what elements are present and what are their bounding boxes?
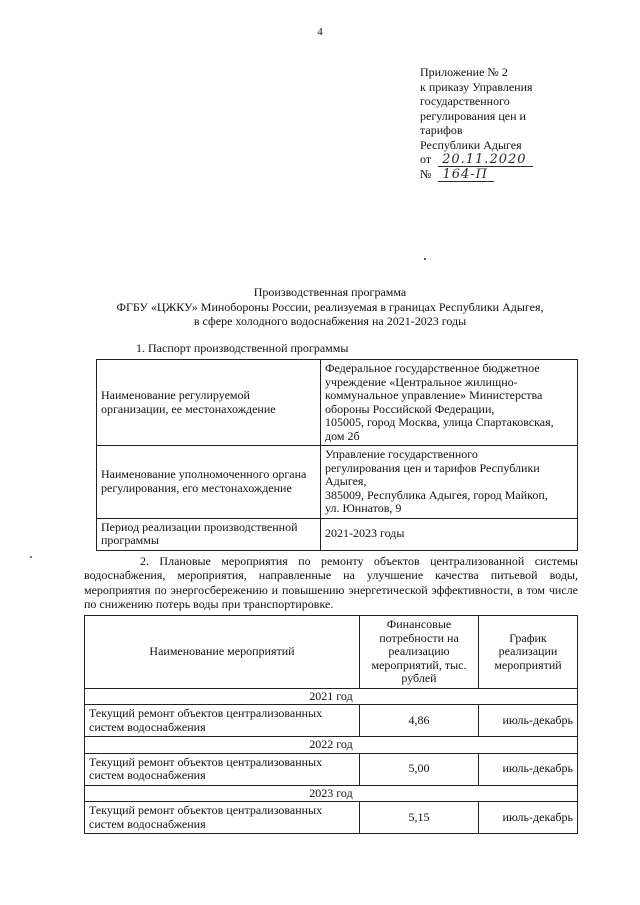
value-line: регулирования цен и тарифов Республики bbox=[325, 460, 540, 475]
appendix-number-line bbox=[420, 167, 600, 182]
value-line: дом 2б bbox=[325, 428, 360, 443]
passport-value bbox=[321, 446, 578, 519]
value-line: ул. Юннатов, 9 bbox=[325, 501, 402, 515]
appendix-line: регулирования цен и bbox=[420, 108, 526, 123]
value-line: 2021-2023 годы bbox=[325, 526, 405, 541]
passport-value bbox=[321, 360, 578, 446]
value-line: 105005, город Москва, улица Спартаковская, bbox=[325, 415, 554, 429]
passport-heading: 1. Паспорт производственной программы bbox=[136, 341, 349, 355]
title-line-1: Производственная программа bbox=[253, 285, 407, 299]
activity-cost: 4,86 bbox=[360, 705, 479, 737]
activity-schedule: июль-декабрь bbox=[479, 802, 578, 834]
value-line: Федеральное государственное бюджетное bbox=[325, 361, 540, 375]
date-prefix: от bbox=[420, 152, 432, 166]
activity-cost: 5,15 bbox=[360, 802, 479, 834]
margin-mark bbox=[30, 556, 32, 558]
table-row bbox=[85, 802, 578, 834]
table-row bbox=[97, 360, 578, 446]
document-title bbox=[60, 285, 600, 329]
value-line: Управление государственного bbox=[325, 447, 478, 461]
year-label: 2023 год bbox=[85, 785, 578, 802]
appendix-line: к приказу Управления bbox=[420, 79, 533, 94]
table-row bbox=[85, 753, 578, 785]
passport-label: Наименование уполномоченного органа регулирования, его местонахождение bbox=[97, 446, 321, 519]
appendix-block bbox=[420, 65, 600, 182]
activities-table bbox=[84, 615, 578, 834]
number-prefix: № bbox=[420, 167, 432, 181]
activity-schedule: июль-декабрь bbox=[479, 705, 578, 737]
header-cost: Финансовые потребности на реализацию мероприятий, тыс. рублей bbox=[360, 616, 479, 689]
passport-label: Наименование регулируемой организации, ее местонахождение bbox=[97, 360, 321, 446]
passport-table bbox=[96, 359, 578, 551]
activity-schedule: июль-декабрь bbox=[479, 753, 578, 785]
appendix-line: тарифов bbox=[420, 123, 463, 137]
title-line-3: в сфере холодного водоснабжения на 2021-2023 годы bbox=[193, 314, 467, 328]
header-schedule: График реализации мероприятий bbox=[479, 616, 578, 689]
activity-name: Текущий ремонт объектов централизованных систем водоснабжения bbox=[85, 753, 360, 785]
activity-cost: 5,00 bbox=[360, 753, 479, 785]
value-line: коммунальное управление» Министерства bbox=[325, 388, 543, 402]
value-line: 385009, Республика Адыгея, город Майкоп, bbox=[325, 487, 548, 502]
appendix-line: Республики Адыгея bbox=[420, 137, 522, 152]
appendix-line: государственного bbox=[420, 94, 510, 108]
year-row bbox=[85, 737, 578, 754]
title-line-2: ФГБУ «ЦЖКУ» Минобороны России, реализуемая в границах Республики Адыгея, bbox=[116, 299, 544, 314]
activity-name: Текущий ремонт объектов централизованных систем водоснабжения bbox=[85, 705, 360, 737]
activity-name: Текущий ремонт объектов централизованных систем водоснабжения bbox=[85, 802, 360, 834]
year-label: 2022 год bbox=[85, 737, 578, 754]
passport-value bbox=[321, 518, 578, 550]
page-number: 4 bbox=[317, 26, 323, 38]
appendix-line: Приложение № 2 bbox=[420, 65, 508, 79]
header-name: Наименование мероприятий bbox=[85, 616, 360, 689]
table-header-row bbox=[85, 616, 578, 689]
table-row bbox=[85, 705, 578, 737]
table-row bbox=[97, 518, 578, 550]
stray-mark bbox=[424, 258, 426, 260]
year-row bbox=[85, 688, 578, 705]
appendix-date-line bbox=[420, 152, 600, 167]
passport-label: Период реализации производственной программы bbox=[97, 518, 321, 550]
year-row bbox=[85, 785, 578, 802]
year-label: 2021 год bbox=[85, 688, 578, 705]
value-line: Адыгея, bbox=[325, 474, 367, 488]
value-line: обороны Российской Федерации, bbox=[325, 401, 495, 416]
table-row bbox=[97, 446, 578, 519]
handwritten-number: 164-П bbox=[438, 168, 494, 182]
handwritten-date: 20.11.2020 bbox=[438, 153, 532, 167]
value-line: учреждение «Центральное жилищно- bbox=[325, 374, 518, 389]
section-2-paragraph: 2. Плановые мероприятия по ремонту объектов централизованной системы водоснабжения, мероприятия, направленные на улучшение качества питьевой воды, мероприятия по энергосбережению и повышению энергетической эффективности, в том числе по снижению потерь воды при транспортировке. bbox=[84, 554, 578, 611]
